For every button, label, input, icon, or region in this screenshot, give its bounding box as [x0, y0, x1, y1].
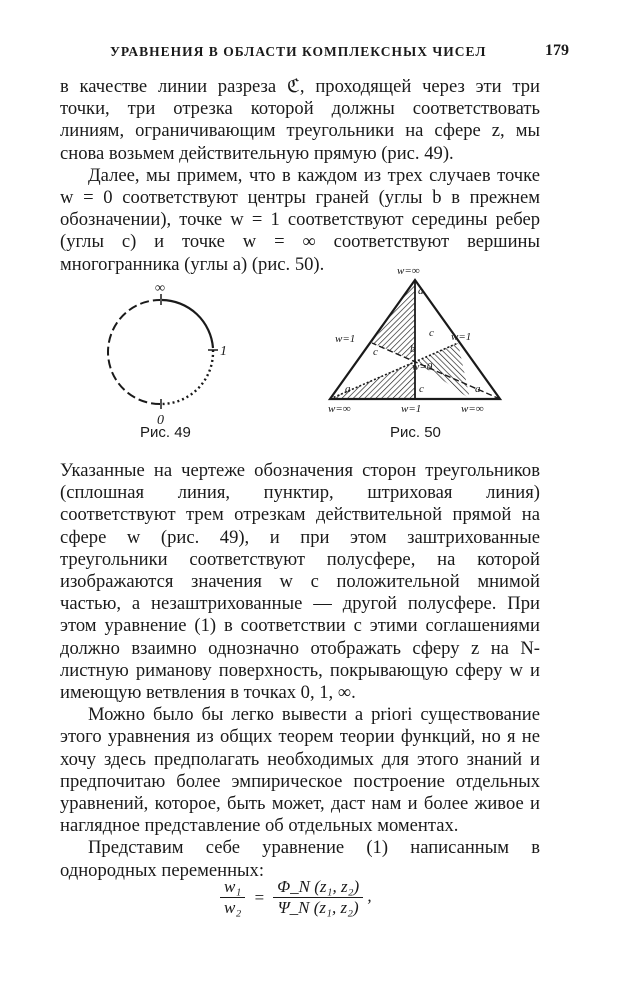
bottom-text-block: [60, 460, 540, 882]
figure-49-caption: Рис. 49: [140, 424, 191, 441]
fig50-angle-a-top: a: [418, 285, 424, 297]
equation-comma: ,: [367, 886, 372, 906]
top-text-block: [60, 76, 540, 276]
fig50-label-right-side: w=1: [451, 331, 472, 343]
running-header: УРАВНЕНИЯ В ОБЛАСТИ КОМПЛЕКСНЫХ ЧИСЕЛ: [110, 44, 487, 59]
equation: [220, 877, 372, 918]
fig50-angle-a-left: a: [345, 383, 351, 395]
fig49-label-infinity: ∞: [155, 281, 165, 296]
fig50-angle-b: b: [410, 343, 416, 355]
figure-50-triangle: [325, 262, 505, 447]
fig50-label-center: w=0: [412, 361, 433, 373]
fig50-label-bottom-left: w=∞: [328, 403, 351, 415]
paragraph-3: Указанные на чертеже обозначения сторон треугольников (сплошная линия, пунктир, штриховая линия) соответствуют трем отрезкам действительной прямой на сфере w (рис. 49), и при этом заштрихованные треугольники соответствуют полусфере, на которой изображаются значения w с положительной мнимой частью, а незаштрихованные — другой полусфере. При этом уравнение (1) в соответствии с этими соглашениями должно взаимно однозначно отображать сферу z на N-листную риманову поверхность, покрывающую сферу w и имеющую ветвления в точках 0, 1, ∞.: [60, 460, 540, 704]
fig50-angle-a-right: a: [475, 383, 481, 395]
lhs-denominator: w₂: [224, 898, 242, 917]
page-number: 179: [545, 42, 569, 59]
paragraph-5: Представим себе уравнение (1) написанным в однородных переменных:: [60, 837, 540, 881]
equals-sign: =: [253, 887, 265, 907]
figure-49-circle: [100, 278, 240, 443]
fig50-angle-c-left: c: [373, 346, 378, 358]
rhs-denominator: Ψ_N (z₁, z₂): [277, 898, 359, 917]
fig49-label-one: 1: [220, 344, 227, 359]
fig50-angle-c-bottom: c: [419, 383, 424, 395]
lhs-numerator: w₁: [220, 877, 245, 898]
figure-50-caption: Рис. 50: [390, 424, 441, 441]
fig50-angle-c-right: c: [429, 327, 434, 339]
fig50-label-left-side: w=1: [335, 333, 356, 345]
paragraph-1: в качестве линии разреза ℭ, проходящей через эти три точки, три отрезка которой должны соответствовать линиям, ограничивающим треугольники на сфере z, мы снова возьмем действительную прямую (рис. 49).: [60, 76, 540, 164]
fig50-label-bottom-mid: w=1: [401, 403, 422, 415]
fig50-label-bottom-right: w=∞: [461, 403, 484, 415]
equation-rhs: [273, 877, 363, 918]
fig49-label-zero: 0: [157, 413, 164, 428]
paragraph-2: Далее, мы примем, что в каждом из трех случаев точке w = 0 соответствуют центры граней (углы b в прежнем обозначении), точке w = 1 соответствуют середины ребер (углы c) и точке w = ∞ соответствуют вершины многогранника (углы a) (рис. 50).: [60, 164, 540, 275]
paragraph-4: Можно было бы легко вывести a priori существование этого уравнения из общих теорем теории функций, но я не хочу здесь предполагать необходимых для этого знаний и предпочитаю более эмпирическое построение отдельных уравнений, которое, быть может, даст нам и более живое и наглядное представление об отдельных моментах.: [60, 704, 540, 837]
fig50-label-top: w=∞: [397, 265, 420, 277]
rhs-numerator: Φ_N (z₁, z₂): [273, 877, 363, 898]
equation-lhs: [220, 877, 245, 918]
